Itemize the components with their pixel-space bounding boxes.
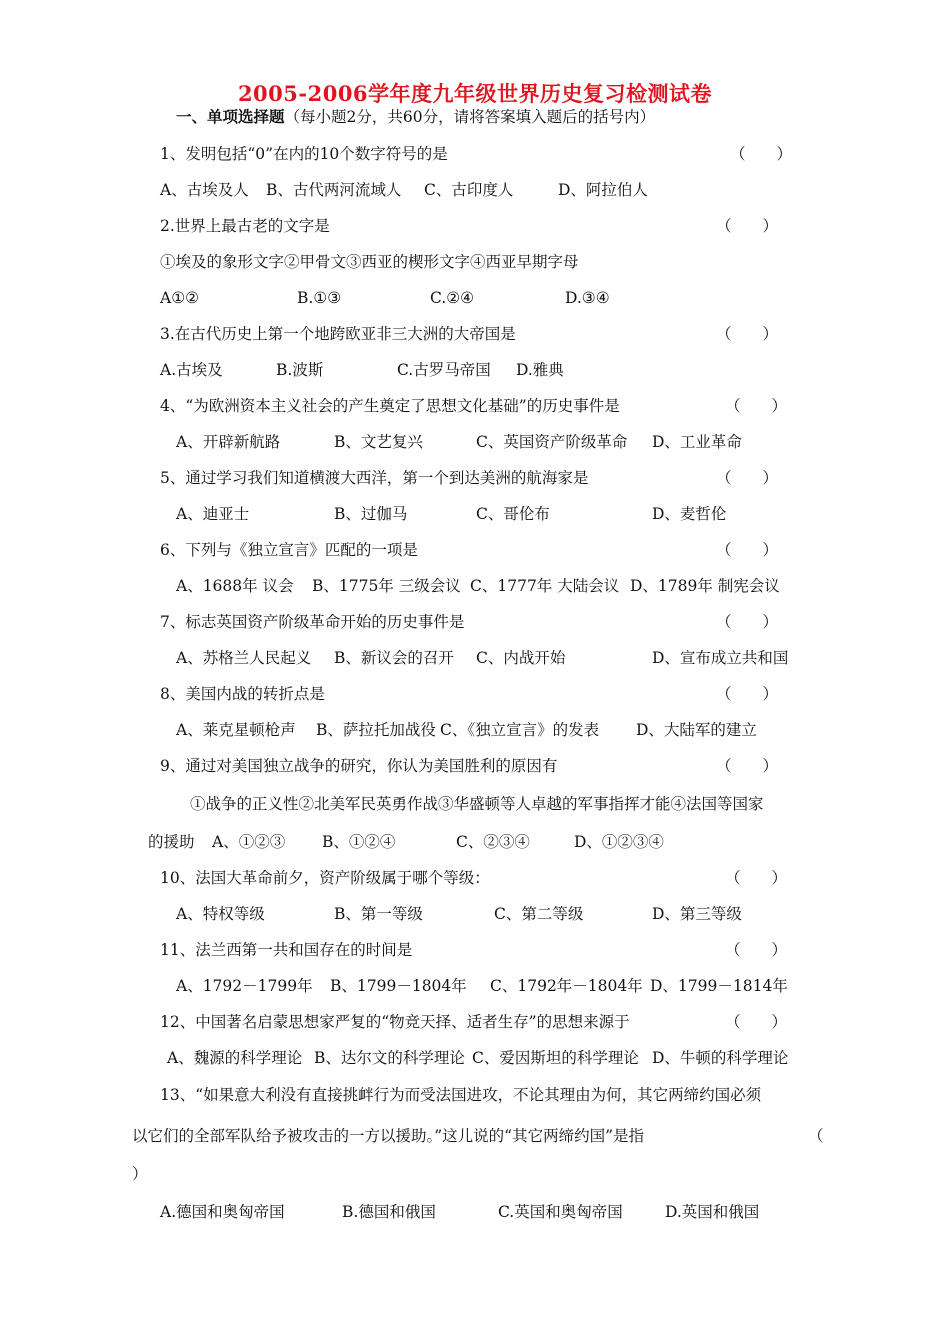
question-13-option-a: A.德国和奥匈帝国	[160, 1203, 285, 1221]
question-9-stem: 9、通过对美国独立战争的研究，你认为美国胜利的原因有	[160, 757, 558, 775]
section-header	[176, 107, 655, 127]
question-4-option-a: A、开辟新航路	[176, 433, 281, 451]
question-10-option-b: B、第一等级	[334, 905, 423, 923]
question-4-option-d: D、工业革命	[652, 433, 742, 451]
question-3-option-d: D.雅典	[516, 361, 564, 379]
question-2-answer-blank[interactable]: （ ）	[716, 217, 779, 235]
question-9-option-a: A、①②③	[212, 833, 286, 851]
question-11-option-a: A、1792－1799年	[176, 977, 313, 995]
question-9-answer-blank[interactable]: （ ）	[716, 757, 779, 775]
question-6-stem: 6、下列与《独立宣言》匹配的一项是	[160, 541, 418, 559]
question-10-option-c: C、第二等级	[494, 905, 584, 923]
question-5-option-c: C、哥伦布	[476, 505, 550, 523]
question-5-option-b: B、过伽马	[334, 505, 408, 523]
question-13-answer-blank-open[interactable]: （	[808, 1127, 824, 1145]
question-8-option-c: C、《独立宣言》的发表	[440, 721, 600, 739]
question-9-option-d: D、①②③④	[574, 833, 664, 851]
question-7-option-b: B、新议会的召开	[334, 649, 454, 667]
question-9-option-b: B、①②④	[322, 833, 396, 851]
question-1-stem: 1、发明包括“0”在内的10个数字符号的是	[160, 145, 448, 163]
question-3-option-b: B.波斯	[276, 361, 324, 379]
question-1-option-c: C、古印度人	[424, 181, 514, 199]
question-7-option-a: A、苏格兰人民起义	[176, 649, 312, 667]
question-8-option-b: B、萨拉托加战役	[316, 721, 436, 739]
question-2-option-d: D.③④	[565, 289, 610, 307]
question-2-option-a: A①②	[160, 289, 199, 307]
question-2-stem: 2.世界上最古老的文字是	[160, 217, 330, 235]
question-9-statements-cont: 的援助	[148, 833, 195, 851]
question-6-answer-blank[interactable]: （ ）	[716, 541, 779, 559]
question-12-option-b: B、达尔文的科学理论	[314, 1049, 465, 1067]
question-5-stem: 5、通过学习我们知道横渡大西洋，第一个到达美洲的航海家是	[160, 469, 589, 487]
question-3-stem: 3.在古代历史上第一个地跨欧亚非三大洲的大帝国是	[160, 325, 516, 343]
question-8-answer-blank[interactable]: （ ）	[716, 685, 779, 703]
question-4-option-b: B、文艺复兴	[334, 433, 423, 451]
question-5-option-a: A、迪亚士	[176, 505, 250, 523]
question-12-option-d: D、牛顿的科学理论	[652, 1049, 789, 1067]
question-10-stem: 10、法国大革命前夕，资产阶级属于哪个等级：	[160, 869, 490, 887]
question-5-answer-blank[interactable]: （ ）	[716, 469, 779, 487]
section-heading: 一、单项选择题	[176, 107, 285, 126]
question-4-answer-blank[interactable]: （ ）	[725, 397, 788, 415]
question-8-option-d: D、大陆军的建立	[636, 721, 757, 739]
question-2-statements: ①埃及的象形文字②甲骨文③西亚的楔形文字④西亚早期字母	[160, 253, 579, 271]
question-11-option-c: C、1792年－1804年	[490, 977, 643, 995]
question-3-option-a: A.古埃及	[160, 361, 223, 379]
question-3-answer-blank[interactable]: （ ）	[716, 325, 779, 343]
question-1-answer-blank[interactable]: （ ）	[730, 145, 793, 163]
question-4-stem: 4、“为欧洲资本主义社会的产生奠定了思想文化基础”的历史事件是	[160, 397, 620, 415]
question-9-option-c: C、②③④	[456, 833, 530, 851]
question-11-option-d: D、1799－1814年	[650, 977, 788, 995]
question-5-option-d: D、麦哲伦	[652, 505, 727, 523]
question-7-stem: 7、标志英国资产阶级革命开始的历史事件是	[160, 613, 465, 631]
question-2-option-c: C.②④	[430, 289, 475, 307]
question-13-option-c: C.英国和奥匈帝国	[498, 1203, 623, 1221]
question-13-stem-cont: 以它们的全部军队给予被攻击的一方以援助。”这儿说的“其它两缔约国”是指	[132, 1127, 645, 1145]
question-4-option-c: C、英国资产阶级革命	[476, 433, 628, 451]
question-6-option-b: B、1775年 三级会议	[312, 577, 461, 595]
question-1-option-b: B、古代两河流域人	[266, 181, 402, 199]
question-12-option-a: A、魏源的科学理论	[167, 1049, 303, 1067]
question-2-option-b: B.①③	[297, 289, 342, 307]
question-7-option-c: C、内战开始	[476, 649, 566, 667]
question-3-option-c: C.古罗马帝国	[397, 361, 491, 379]
question-11-stem: 11、法兰西第一共和国存在的时间是	[160, 941, 413, 959]
question-6-option-c: C、1777年 大陆会议	[470, 577, 620, 595]
question-1-option-d: D、阿拉伯人	[558, 181, 648, 199]
question-6-option-a: A、1688年 议会	[176, 577, 294, 595]
question-10-option-a: A、特权等级	[176, 905, 265, 923]
section-note: （每小题2分，共60分，请将答案填入题后的括号内）	[284, 108, 656, 126]
question-10-answer-blank[interactable]: （ ）	[725, 869, 788, 887]
question-13-option-b: B.德国和俄国	[342, 1203, 436, 1221]
question-1-option-a: A、古埃及人	[160, 181, 249, 199]
question-12-stem: 12、中国著名启蒙思想家严复的“物竞天择、适者生存”的思想来源于	[160, 1013, 630, 1031]
question-13-stem: 13、“如果意大利没有直接挑衅行为而受法国进攻，不论其理由为何，其它两缔约国必须	[160, 1086, 762, 1104]
question-8-stem: 8、美国内战的转折点是	[160, 685, 325, 703]
question-8-option-a: A、莱克星顿枪声	[176, 721, 296, 739]
question-6-option-d: D、1789年 制宪会议	[630, 577, 780, 595]
question-13-answer-blank-close: ）	[132, 1165, 148, 1183]
question-11-answer-blank[interactable]: （ ）	[725, 941, 788, 959]
question-13-option-d: D.英国和俄国	[665, 1203, 760, 1221]
question-9-statements: ①战争的正义性②北美军民英勇作战③华盛顿等人卓越的军事指挥才能④法国等国家	[190, 795, 764, 813]
question-11-option-b: B、1799－1804年	[330, 977, 467, 995]
question-10-option-d: D、第三等级	[652, 905, 742, 923]
question-7-option-d: D、宣布成立共和国	[652, 649, 789, 667]
question-12-option-c: C、爱因斯坦的科学理论	[472, 1049, 639, 1067]
question-12-answer-blank[interactable]: （ ）	[725, 1013, 788, 1031]
page-title: 2005-2006学年度九年级世界历史复习检测试卷	[237, 81, 713, 106]
question-7-answer-blank[interactable]: （ ）	[716, 613, 779, 631]
